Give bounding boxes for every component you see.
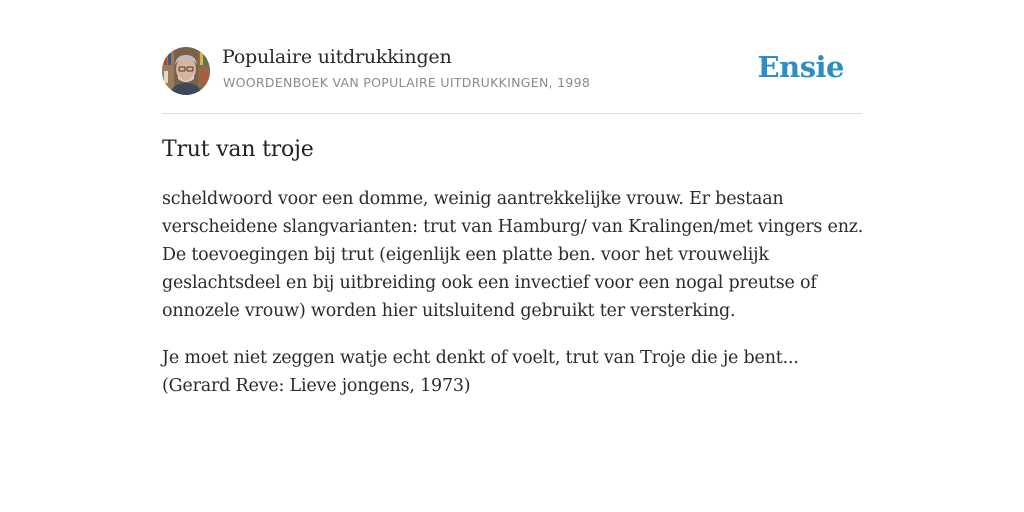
source-subtitle: WOORDENBOEK VAN POPULAIRE UITDRUKKINGEN, 1998 [223, 75, 591, 90]
entry-title: Trut van troje [162, 137, 314, 162]
source-header [162, 44, 862, 114]
source-title[interactable]: Populaire uitdrukkingen [222, 46, 452, 68]
entry-definition: scheldwoord voor een domme, weinig aantrekkelijke vrouw. Er bestaan verscheidene slangvarianten: trut van Hamburg/ van Kralingen/met vingers enz. De toevoegingen bij trut (eigenlijk een platte ben. voor het vrouwelijk geslachtsdeel en bij uitbreiding ook een invectief voor een nogal preutse of onnozele vrouw) worden hier uitsluitend gebruikt ter versterking. [162, 189, 864, 321]
entry-card [162, 44, 862, 400]
author-avatar-icon[interactable] [162, 47, 210, 95]
entry-quote: Je moet niet zeggen watje echt denkt of voelt, trut van Troje die je bent... (Gerard Reve: Lieve jongens, 1973) [162, 348, 799, 396]
ensie-logo[interactable]: Ensie [757, 50, 844, 84]
